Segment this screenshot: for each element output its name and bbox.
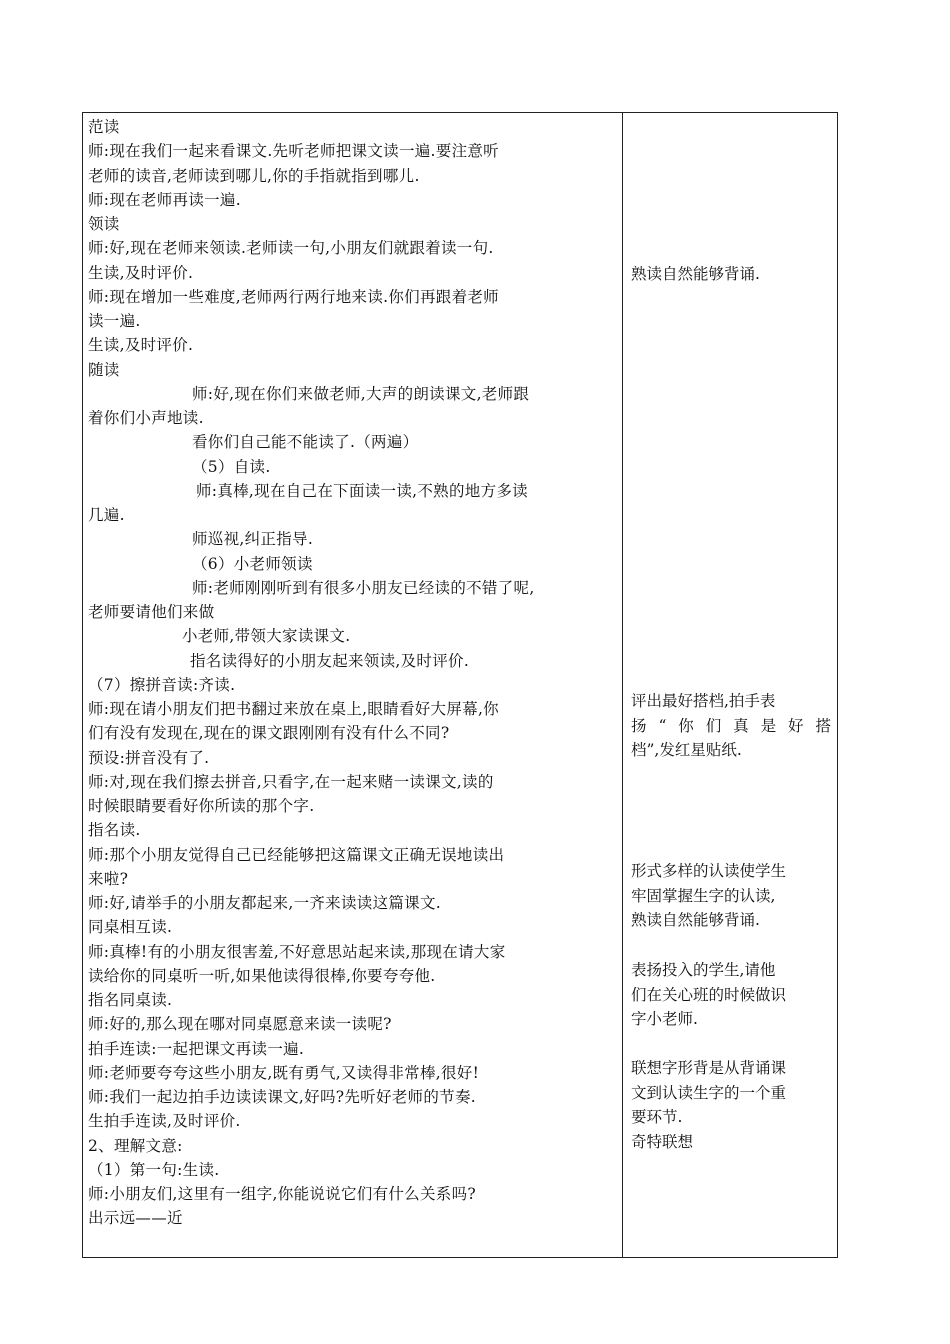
process-line: 出示远——近 (88, 1209, 183, 1228)
process-line: 预设:拼音没有了. (88, 748, 210, 767)
process-line: 指名同桌读. (88, 991, 173, 1009)
process-line: 读一遍. (88, 312, 141, 330)
note-line: 文到认读生字的一个重 (631, 1083, 787, 1102)
note-line: 牢固掌握生字的认读, (631, 886, 776, 905)
process-line: 师:现在增加一些难度,老师两行两行地来读.你们再跟着老师 (88, 287, 499, 306)
process-line: 师:好,现在老师来领读.老师读一句,小朋友们就跟着读一句. (88, 239, 494, 258)
note-line: 评出最好搭档,拍手表 (631, 692, 776, 710)
process-line: 同桌相互读. (88, 918, 173, 937)
note-line: 熟读自然能够背诵. (631, 265, 760, 283)
process-line: 领读 (88, 215, 120, 233)
note-line: 扬“你们真是好搭 (631, 716, 831, 735)
process-line: 指名读. (88, 821, 141, 840)
design-note (631, 1056, 831, 1154)
note-line: 们在关心班的时候做识 (631, 985, 787, 1004)
process-line: 师:对,现在我们擦去拼音,只看字,在一起来赌一读课文,读的 (88, 772, 494, 791)
note-line: 字小老师. (631, 1010, 698, 1028)
process-line: （5）自读. (192, 457, 271, 476)
note-line: 形式多样的认读使学生 (631, 862, 787, 880)
process-line: 师:老师刚刚听到有很多小朋友已经读的不错了呢, (192, 578, 535, 597)
process-line: 师:好,请举手的小朋友都起来,一齐来读读这篇课文. (88, 894, 442, 912)
process-line: 几遍. (88, 506, 125, 524)
process-line: 随读 (88, 360, 120, 379)
column-divider (622, 113, 623, 1257)
process-line: 生读,及时评价. (88, 263, 194, 282)
design-note (631, 958, 831, 1032)
process-line: 师:真棒!有的小朋友很害羞,不好意思站起来读,那现在请大家 (88, 942, 506, 961)
process-line: 师:现在老师再读一遍. (88, 190, 241, 209)
process-line: （6）小老师领读 (192, 554, 313, 573)
design-note (631, 689, 831, 763)
process-line: 师:小朋友们,这里有一组字,你能说说它们有什么关系吗? (88, 1185, 476, 1203)
process-line: 生拍手连读,及时评价. (88, 1112, 241, 1131)
process-line: 老师的读音,老师读到哪儿,你的手指就指到哪儿. (88, 166, 420, 185)
process-line: 生读,及时评价. (88, 336, 194, 355)
process-line: 指名读得好的小朋友起来领读,及时评价. (190, 651, 470, 670)
note-line: 熟读自然能够背诵. (631, 911, 760, 929)
design-note (631, 859, 831, 933)
process-line: 老师要请他们来做 (88, 603, 215, 621)
process-line: 看你们自己能不能读了.（两遍） (192, 433, 419, 452)
process-line: 时候眼睛要看好你所读的那个字. (88, 797, 315, 815)
process-line: 师:好,现在你们来做老师,大声的朗读课文,老师跟 (192, 384, 530, 403)
process-line: 来啦? (88, 869, 129, 888)
note-line: 联想字形背是从背诵课 (631, 1059, 787, 1077)
design-note (631, 262, 831, 287)
teaching-process-column (88, 115, 618, 1231)
note-line: 要环节. (631, 1108, 683, 1126)
process-line: 们有没有发现在,现在的课文跟刚刚有没有什么不同? (88, 724, 450, 743)
process-line: 师:现在我们一起来看课文.先听老师把课文读一遍.要注意听 (88, 142, 499, 161)
process-line: 小老师,带领大家读课文. (182, 627, 351, 646)
process-line: 着你们小声地读. (88, 409, 204, 427)
process-line: 2、理解文意: (88, 1136, 183, 1155)
process-line: 师:那个小朋友觉得自己已经能够把这篇课文正确无误地读出 (88, 845, 505, 864)
process-line: 师:现在请小朋友们把书翻过来放在桌上,眼睛看好大屏幕,你 (88, 700, 499, 718)
process-line: 拍手连读:一起把课文再读一遍. (88, 1039, 305, 1058)
note-line: 表扬投入的学生,请他 (631, 961, 776, 979)
process-line: （7）擦拼音读:齐读. (88, 675, 236, 694)
process-line: 读给你的同桌听一听,如果他读得很棒,你要夸夸他. (88, 966, 436, 985)
process-line: 师:真棒,现在自己在下面读一读,不熟的地方多读 (196, 481, 528, 500)
process-line: （1）第一句:生读. (88, 1160, 220, 1179)
note-line: 奇特联想 (631, 1132, 694, 1151)
process-line: 师巡视,纠正指导. (192, 530, 314, 549)
process-line: 师:好的,那么现在哪对同桌愿意来读一读呢? (88, 1015, 392, 1034)
note-line: 档”,发红星贴纸. (631, 741, 742, 759)
process-line: 范读 (88, 118, 120, 136)
lesson-table (82, 112, 838, 1258)
process-line: 师:老师要夸夸这些小朋友,既有勇气,又读得非常棒,很好! (88, 1063, 480, 1082)
process-line: 师:我们一起边拍手边读读课文,好吗?先听好老师的节奏. (88, 1088, 476, 1106)
